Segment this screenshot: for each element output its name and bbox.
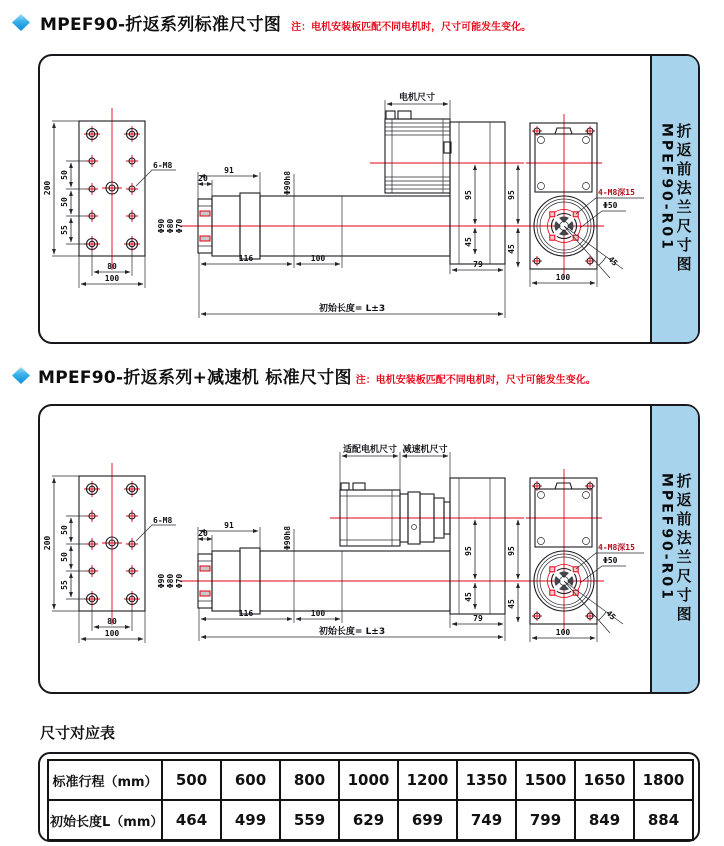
callout-d50: Φ50	[603, 556, 618, 565]
cad-drawing-gearbox	[40, 406, 653, 692]
stroke-value: 1000	[339, 760, 398, 800]
dim-79: 79	[473, 614, 483, 623]
motor-connector	[341, 483, 349, 490]
vertical-caption	[658, 473, 691, 625]
length-value: 849	[575, 800, 634, 840]
stroke-value: 1650	[575, 760, 634, 800]
dim-seg2: 50	[60, 552, 69, 562]
dim-45: 45	[464, 237, 473, 247]
slot-mark	[200, 236, 210, 241]
dim-end-100: 100	[555, 628, 571, 637]
size-table	[47, 759, 694, 841]
dim-bolt-span: 80	[107, 617, 117, 626]
slot-mark	[200, 211, 210, 216]
side-view	[157, 91, 524, 318]
sidebar-caption: 折返前法兰尺寸图	[674, 473, 693, 625]
sidebar-caption: 折返前法兰尺寸图	[674, 123, 693, 275]
plate-centerlines	[84, 108, 140, 270]
table-row-stroke	[48, 760, 693, 800]
dim-d70: Φ70	[175, 573, 184, 589]
dim-initial-length: 初始长度= L±3	[318, 304, 386, 314]
side-view	[157, 443, 524, 641]
slot-mark	[200, 566, 210, 571]
dim-angle-45: 45	[606, 254, 620, 268]
dim-116: 116	[238, 254, 254, 263]
diamond-bullet-icon	[12, 367, 30, 384]
length-value: 699	[398, 800, 457, 840]
diamond-bullet-icon	[12, 14, 30, 31]
dim-seg2: 50	[60, 197, 69, 207]
dim-bolt-span: 80	[107, 262, 117, 271]
dim-seg3: 55	[60, 580, 69, 590]
sidebar-model: MPEF90-R01	[658, 473, 675, 602]
length-value: 499	[221, 800, 280, 840]
stroke-value: 600	[221, 760, 280, 800]
dim-end-95: 95	[507, 190, 516, 200]
section2-header	[12, 363, 596, 388]
panel-gearbox-drawing	[38, 404, 700, 694]
section2-title: MPEF90-折返系列+减速机 标准尺寸图	[38, 368, 352, 388]
rear-housing	[450, 478, 505, 614]
panel1-side-caption	[650, 56, 698, 342]
section1-header	[12, 10, 531, 35]
dim-plate-width: 100	[104, 274, 120, 283]
dim-d90: Φ90	[157, 573, 166, 589]
dim-100: 100	[310, 254, 326, 263]
length-value: 799	[516, 800, 575, 840]
dim-95: 95	[464, 190, 473, 200]
plate-view	[43, 108, 176, 288]
dim-d70: Φ70	[175, 218, 184, 234]
callout-6-m8: 6-M8	[153, 161, 173, 170]
dim-angle-45: 45	[604, 608, 618, 622]
dim-end-45: 45	[507, 599, 516, 609]
dim-45: 45	[464, 592, 473, 602]
dim-seg1: 50	[60, 170, 69, 180]
dim-95: 95	[464, 546, 473, 556]
callout-d50: Φ50	[603, 201, 618, 210]
end-view	[507, 469, 644, 642]
dim-100: 100	[310, 609, 326, 618]
motor-body	[385, 119, 450, 193]
cad-drawing-standard	[40, 56, 653, 340]
length-value: 559	[280, 800, 339, 840]
dim-plate-height: 200	[43, 535, 52, 551]
section1-title: MPEF90-折返系列标准尺寸图	[40, 15, 282, 35]
motor-tab	[555, 128, 572, 134]
stroke-value: 800	[280, 760, 339, 800]
stroke-value: 1200	[398, 760, 457, 800]
dim-d80: Φ80	[166, 218, 175, 234]
callout-6-m8: 6-M8	[153, 516, 173, 525]
dim-plate-width: 100	[104, 629, 120, 638]
panel-standard-drawing	[38, 54, 700, 344]
length-value: 629	[339, 800, 398, 840]
motor-tab	[555, 483, 572, 489]
length-value: 749	[457, 800, 516, 840]
dim-91: 91	[224, 166, 234, 175]
motor-connector	[353, 483, 365, 490]
dim-20: 20	[198, 174, 208, 183]
motor-connector	[398, 111, 411, 119]
dim-20: 20	[198, 529, 208, 538]
label-reducer-size: 减速机尺寸	[402, 445, 448, 455]
dim-end-95: 95	[507, 546, 516, 556]
dim-end-45: 45	[507, 244, 516, 254]
dim-79: 79	[473, 260, 483, 269]
stroke-value: 1800	[634, 760, 693, 800]
rear-housing	[450, 122, 505, 264]
side-dim-lines	[198, 104, 503, 314]
dim-plate-height: 200	[43, 180, 52, 196]
stroke-value: 500	[162, 760, 221, 800]
dim-seg1: 50	[60, 525, 69, 535]
table-row-length	[48, 800, 693, 840]
row-header-stroke: 标准行程（mm）	[48, 760, 162, 800]
stroke-value: 1350	[457, 760, 516, 800]
end-view	[507, 114, 644, 287]
dim-initial-length: 初始长度= L±3	[318, 627, 386, 637]
dim-91: 91	[224, 521, 234, 530]
panel2-side-caption	[650, 406, 698, 692]
motor-connector	[386, 111, 395, 119]
motor-fins	[385, 119, 450, 193]
plate-view	[43, 463, 176, 643]
table-title: 尺寸对应表	[40, 724, 116, 742]
callout-bolts: 4-M8深15	[598, 543, 635, 552]
callout-bolts: 4-M8深15	[598, 188, 635, 197]
length-value: 464	[162, 800, 221, 840]
section1-note: 注：电机安装板匹配不同电机时，尺寸可能发生变化。	[291, 21, 532, 33]
size-table-panel	[38, 752, 700, 842]
plate-centerlines	[84, 463, 140, 625]
dim-seg3: 55	[60, 225, 69, 235]
sidebar-model: MPEF90-R01	[658, 123, 675, 252]
vertical-caption	[658, 123, 691, 275]
dim-flange-dia: Φ90h8	[283, 170, 292, 196]
label-motor-size: 电机尺寸	[398, 93, 436, 103]
length-value: 884	[634, 800, 693, 840]
dim-116: 116	[238, 609, 254, 618]
dim-d80: Φ80	[166, 573, 175, 589]
dim-end-100: 100	[555, 273, 571, 282]
dim-d90: Φ90	[157, 218, 166, 234]
row-header-length: 初始长度L（mm）	[48, 800, 162, 840]
slot-mark	[200, 591, 210, 596]
label-motor-size: 适配电机尺寸	[342, 445, 398, 455]
section2-note: 注：电机安装板匹配不同电机时，尺寸可能发生变化。	[355, 374, 596, 386]
dim-flange-dia: Φ90h8	[283, 525, 292, 551]
stroke-value: 1500	[516, 760, 575, 800]
